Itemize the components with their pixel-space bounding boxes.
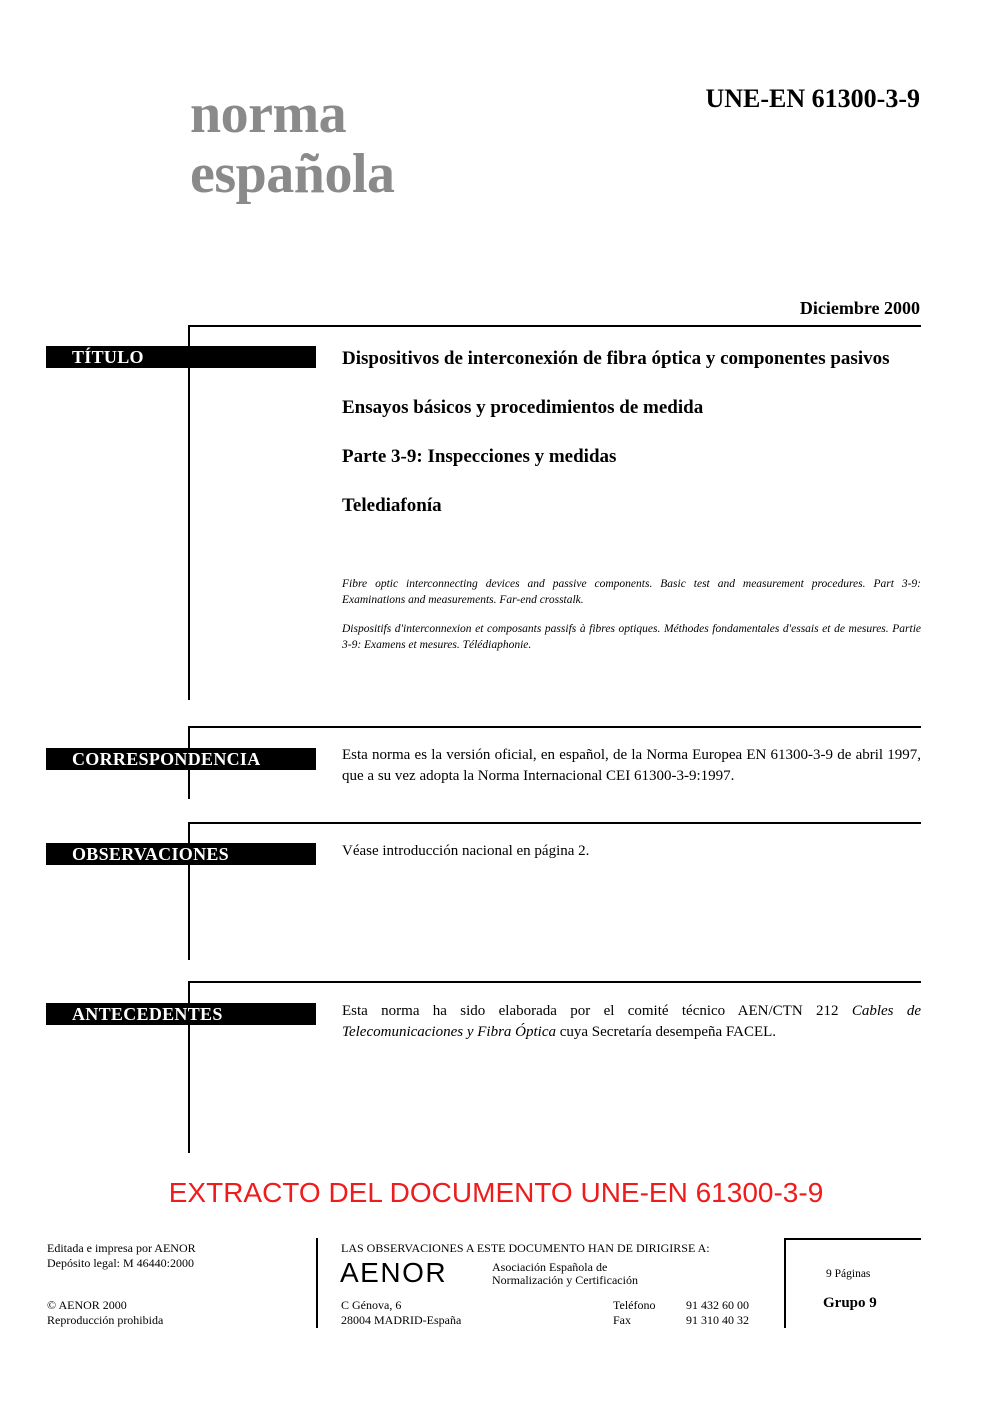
title-english: Fibre optic interconnecting devices and passive components. Basic test and measurement procedures. Part 3-9: Examinations and measurements. Far-end crosstalk. (342, 578, 921, 606)
footer-page-count: 9 Páginas (826, 1268, 871, 1280)
title-main: Dispositivos de interconexión de fibra óptica y componentes pasivos (342, 348, 890, 369)
title-part: Parte 3-9: Inspecciones y medidas (342, 446, 617, 467)
footer-fax-label: Fax (613, 1313, 631, 1327)
title-french: Dispositifs d'interconnexion et composants passifs à fibres optiques. Méthodes fondamentales d'essais et de mesures. Partie 3-9: Examens et mesures. Télédiaphonie. (342, 623, 921, 651)
antecedentes-content (342, 1001, 921, 1043)
title-topic: Telediafonía (342, 495, 442, 516)
observaciones-label: OBSERVACIONES (46, 843, 316, 865)
footer-legal-deposit: Depósito legal: M 46440:2000 (47, 1256, 194, 1270)
footer-fax-value: 91 310 40 32 (686, 1313, 749, 1327)
correspondencia-text: Esta norma es la versión oficial, en español, de la Norma Europea EN 61300-3-9 de abril 1997, que a su vez adopta la Norma Internacional CEI 61300-3-9:1997. (342, 747, 921, 784)
brand-norma: norma (190, 83, 347, 145)
aenor-org-line1: Asociación Española de (492, 1260, 608, 1274)
antecedentes-top-rule (188, 981, 921, 983)
footer-right-top-rule (784, 1238, 921, 1240)
committee-name: Cables de Telecomunicaciones y Fibra Óptica (342, 1003, 921, 1040)
footer-divider-right (784, 1238, 786, 1328)
correspondencia-content (342, 745, 921, 787)
titulo-label: TÍTULO (46, 346, 316, 368)
footer-group: Grupo 9 (823, 1295, 877, 1311)
footer-publisher: Editada e impresa por AENOR (47, 1241, 196, 1255)
antecedentes-text-start: Esta norma ha sido elaborada por el comité técnico AEN/CTN 212 (342, 1003, 852, 1019)
aenor-logo: AENOR (340, 1257, 448, 1288)
observaciones-content (342, 841, 921, 862)
title-subtitle: Ensayos básicos y procedimientos de medida (342, 397, 704, 418)
footer-contact-heading: LAS OBSERVACIONES A ESTE DOCUMENTO HAN DE DIRIGIRSE A: (341, 1241, 710, 1255)
correspondencia-label: CORRESPONDENCIA (46, 748, 316, 770)
footer-address-city: 28004 MADRID-España (341, 1313, 462, 1327)
footer-reproduction: Reproducción prohibida (47, 1313, 164, 1327)
standard-code: UNE-EN 61300-3-9 (705, 84, 920, 113)
brand-espanola: española (190, 143, 395, 205)
footer-copyright: © AENOR 2000 (47, 1298, 127, 1312)
footer-address-street: C Génova, 6 (341, 1298, 402, 1312)
antecedentes-text-end: cuya Secretaría desempeña FACEL. (555, 1024, 777, 1040)
titulo-content (342, 346, 921, 653)
observaciones-text: Véase introducción nacional en página 2. (342, 843, 590, 859)
footer-divider-left (316, 1238, 318, 1328)
antecedentes-text (342, 1001, 921, 1043)
titulo-vertical-rule (188, 325, 190, 700)
footer-phone-value: 91 432 60 00 (686, 1298, 749, 1312)
antecedentes-label: ANTECEDENTES (46, 1003, 316, 1025)
titulo-top-rule (188, 325, 921, 327)
footer-phone-label: Teléfono (613, 1298, 656, 1312)
aenor-org-line2: Normalización y Certificación (492, 1273, 638, 1287)
extract-banner: EXTRACTO DEL DOCUMENTO UNE-EN 61300-3-9 (168, 1177, 824, 1208)
publication-date: Diciembre 2000 (799, 298, 920, 318)
correspondencia-top-rule (188, 726, 921, 728)
observaciones-top-rule (188, 822, 921, 824)
